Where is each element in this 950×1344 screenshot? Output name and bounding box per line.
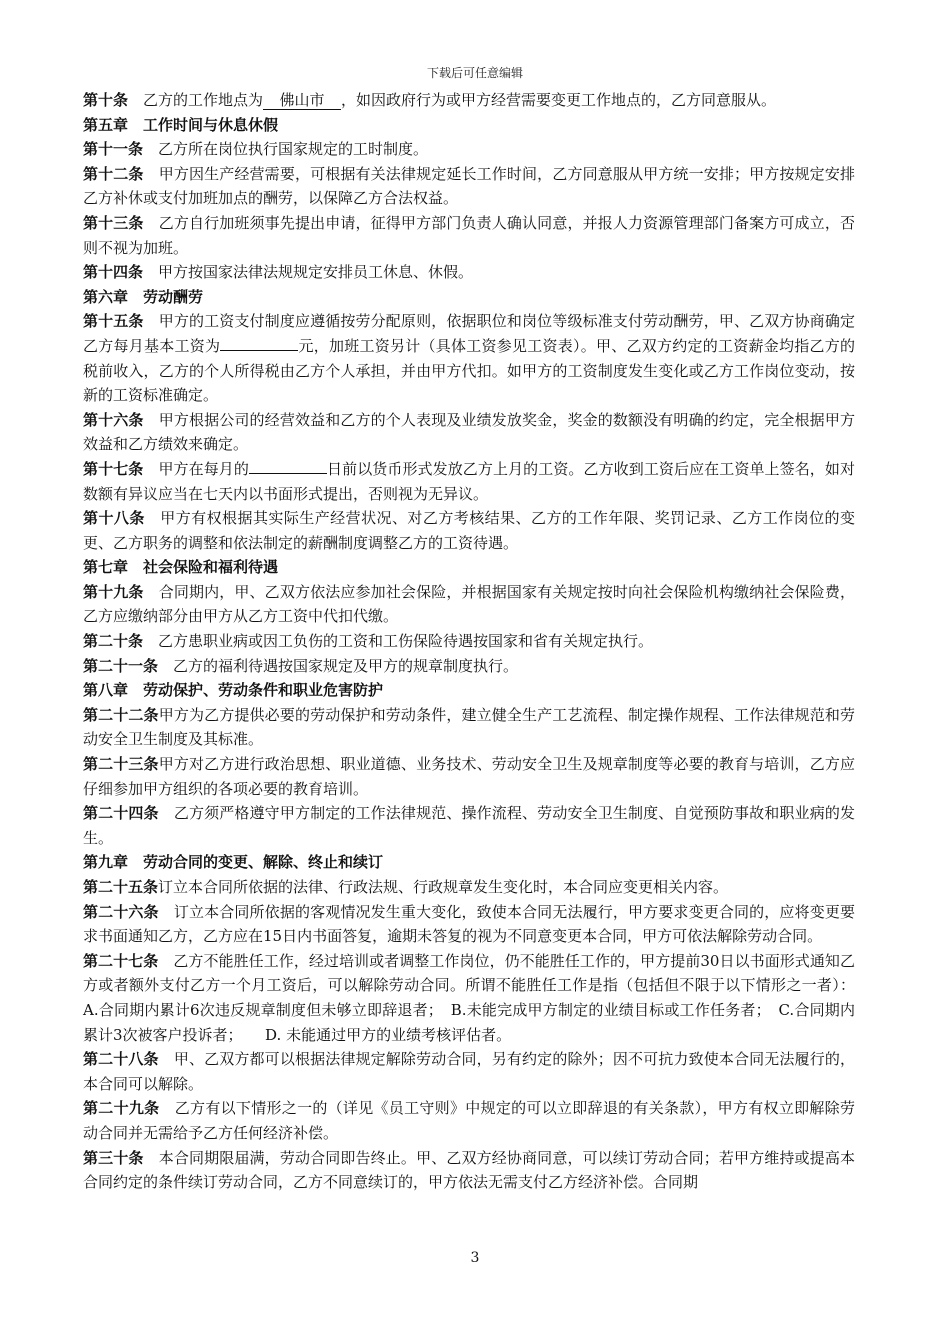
work-location-field: 佛山市 bbox=[263, 91, 341, 110]
article-label: 第二十七条 bbox=[83, 951, 159, 970]
article-label: 第二十三条 bbox=[83, 755, 159, 774]
chapter-8-heading: 第八章 劳动保护、劳动条件和职业危害防护 bbox=[83, 681, 384, 700]
article-label: 第十三条 bbox=[83, 213, 144, 232]
article-text: 乙方的工作地点为 bbox=[143, 91, 264, 109]
article-15 bbox=[83, 309, 855, 407]
article-28 bbox=[83, 1047, 855, 1096]
pay-day-blank bbox=[249, 459, 327, 474]
article-11 bbox=[83, 137, 855, 162]
article-label: 第二十九条 bbox=[83, 1099, 160, 1118]
article-21 bbox=[83, 654, 855, 679]
article-29 bbox=[83, 1096, 855, 1145]
article-text: 订立本合同所依据的客观情况发生重大变化，致使本合同无法履行，甲方要求变更合同的，应将变更要求书面通知乙方，乙方应在15日内书面答复，逾期未答复的视为不同意变更本合同，甲方可依法解除劳动合同。 bbox=[83, 902, 855, 946]
article-label: 第十九条 bbox=[83, 582, 144, 601]
article-text: 甲、乙双方都可以根据法律规定解除劳动合同，另有约定的除外；因不可抗力致使本合同无法履行的，本合同可以解除。 bbox=[83, 1050, 855, 1093]
article-text: 订立本合同所依据的法律、行政法规、行政规章发生变化时，本合同应变更相关内容。 bbox=[158, 878, 729, 896]
article-label: 第二十五条 bbox=[83, 878, 159, 896]
page-header: 下载后可任意编辑 bbox=[426, 66, 523, 80]
article-text: 甲方根据公司的经营效益和乙方的个人表现及业绩发放奖金，奖金的数额没有明确的约定，完全根据甲方效益和乙方绩效来确定。 bbox=[83, 410, 855, 454]
page-number: 3 bbox=[470, 1250, 480, 1266]
article-label: 第十二条 bbox=[83, 164, 144, 183]
chapter-6-heading: 第六章 劳动酬劳 bbox=[83, 287, 204, 306]
article-22 bbox=[83, 703, 855, 752]
article-label: 第二十一条 bbox=[83, 656, 159, 675]
article-10 bbox=[83, 88, 855, 113]
article-text: 乙方患职业病或因工负伤的工资和工伤保险待遇按国家和省有关规定执行。 bbox=[158, 632, 654, 651]
article-16 bbox=[83, 408, 855, 457]
article-17 bbox=[83, 457, 855, 506]
article-18 bbox=[83, 506, 855, 555]
article-text: 甲方的工资支付制度应遵循按劳分配原则，依据职位和岗位等级标准支付劳动酬劳，甲、乙双方协商确定乙方每月基本工资为 bbox=[83, 312, 855, 355]
article-19 bbox=[83, 580, 855, 629]
article-text: ，如因政府行为或甲方经营需要变更工作地点的，乙方同意服从。 bbox=[341, 91, 777, 109]
article-text: 甲方为乙方提供必要的劳动保护和劳动条件，建立健全生产工艺流程、制定操作规程、工作法律规范和劳动安全卫生制度及其标准。 bbox=[83, 705, 855, 749]
article-24 bbox=[83, 801, 855, 850]
chapter-5-heading: 第五章 工作时间与休息休假 bbox=[83, 115, 279, 134]
article-text: 本合同期限届满，劳动合同即告终止。甲、乙双方经协商同意，可以续订劳动合同；若甲方维持或提高本合同约定的条件续订劳动合同，乙方不同意续订的，甲方依法无需支付乙方经济补偿。合同期 bbox=[83, 1148, 855, 1192]
article-25 bbox=[83, 875, 855, 900]
article-14 bbox=[83, 260, 855, 285]
article-label: 第十条 bbox=[83, 91, 129, 109]
article-text: 元，加班工资另计（具体工资参见工资表）。甲、乙双方约定的工资薪金均指乙方的税前收入，乙方的个人所得税由乙方个人承担，并由甲方代扣。如甲方的工资制度发生变化或乙方工作岗位变动，按新的工资标准确定。 bbox=[83, 336, 855, 405]
article-text: 合同期内，甲、乙双方依法应参加社会保险，并根据国家有关规定按时向社会保险机构缴纳社会保险费，乙方应缴纳部分由甲方从乙方工资中代扣代缴。 bbox=[83, 582, 855, 626]
article-30 bbox=[83, 1146, 855, 1195]
article-text: 乙方不能胜任工作，经过培训或者调整工作岗位，仍不能胜任工作的，甲方提前30日以书面形式通知乙方或者额外支付乙方一个月工资后，可以解除劳动合同。所谓不能胜任工作是指（包括但不限于以下情形之一者）： A.合同期内累计6次违反规章制度但未够立即辞退者； B.未能完成甲方制定的业绩目标或工作任务者； C.合同期内累计3次被客户投诉者； D. 未能通过甲方的业绩考核评估者。 bbox=[83, 951, 855, 1044]
article-label: 第三十条 bbox=[83, 1148, 144, 1167]
article-text: 乙方须严格遵守甲方制定的工作法律规范、操作流程、劳动安全卫生制度、自觉预防事故和职业病的发生。 bbox=[83, 804, 855, 847]
article-text: 甲方有权根据其实际生产经营状况、对乙方考核结果、乙方的工作年限、奖罚记录、乙方工作岗位的变更、乙方职务的调整和依法制定的薪酬制度调整乙方的工资待遇。 bbox=[83, 509, 855, 552]
article-text: 日前以货币形式发放乙方上月的工资。乙方收到工资后应在工资单上签名，如对数额有异议应当在七天内以书面形式提出，否则视为无异议。 bbox=[83, 459, 855, 503]
article-label: 第十四条 bbox=[83, 263, 144, 282]
base-salary-blank bbox=[220, 336, 298, 351]
article-23 bbox=[83, 752, 855, 801]
chapter-7-heading: 第七章 社会保险和福利待遇 bbox=[83, 558, 279, 577]
article-13 bbox=[83, 211, 855, 260]
article-text: 乙方的福利待遇按国家规定及甲方的规章制度执行。 bbox=[173, 656, 519, 675]
article-text: 甲方按国家法律法规规定安排员工休息、休假。 bbox=[158, 263, 474, 282]
article-text: 乙方所在岗位执行国家规定的工时制度。 bbox=[158, 140, 429, 159]
article-text: 乙方自行加班须事先提出申请，征得甲方部门负责人确认同意，并报人力资源管理部门备案方可成立，否则不视为加班。 bbox=[83, 213, 855, 257]
article-label: 第十八条 bbox=[83, 509, 145, 528]
article-text: 甲方对乙方进行政治思想、职业道德、业务技术、劳动安全卫生及规章制度等必要的教育与培训，乙方应仔细参加甲方组织的各项必要的教育培训。 bbox=[83, 755, 855, 798]
article-label: 第二十六条 bbox=[83, 902, 159, 921]
article-text: 甲方因生产经营需要，可根据有关法律规定延长工作时间，乙方同意服从甲方统一安排；甲方按规定安排乙方补休或支付加班加点的酬劳，以保障乙方合法权益。 bbox=[83, 164, 855, 208]
article-label: 第十一条 bbox=[83, 140, 144, 159]
article-27 bbox=[83, 949, 855, 1047]
article-label: 第二十二条 bbox=[83, 705, 159, 724]
article-text: 乙方有以下情形之一的（详见《员工守则》中规定的可以立即辞退的有关条款），甲方有权立即解除劳动合同并无需给予乙方任何经济补偿。 bbox=[83, 1099, 855, 1142]
article-label: 第十七条 bbox=[83, 459, 144, 478]
article-26 bbox=[83, 900, 855, 949]
article-label: 第二十条 bbox=[83, 632, 144, 651]
article-12 bbox=[83, 162, 855, 211]
article-text: 甲方在每月的 bbox=[158, 459, 249, 478]
article-label: 第十五条 bbox=[83, 312, 144, 331]
article-label: 第十六条 bbox=[83, 410, 144, 429]
contract-body bbox=[83, 88, 855, 1195]
article-label: 第二十八条 bbox=[83, 1050, 159, 1069]
chapter-9-heading: 第九章 劳动合同的变更、解除、终止和续订 bbox=[83, 853, 384, 872]
article-20 bbox=[83, 629, 855, 654]
article-label: 第二十四条 bbox=[83, 804, 159, 823]
